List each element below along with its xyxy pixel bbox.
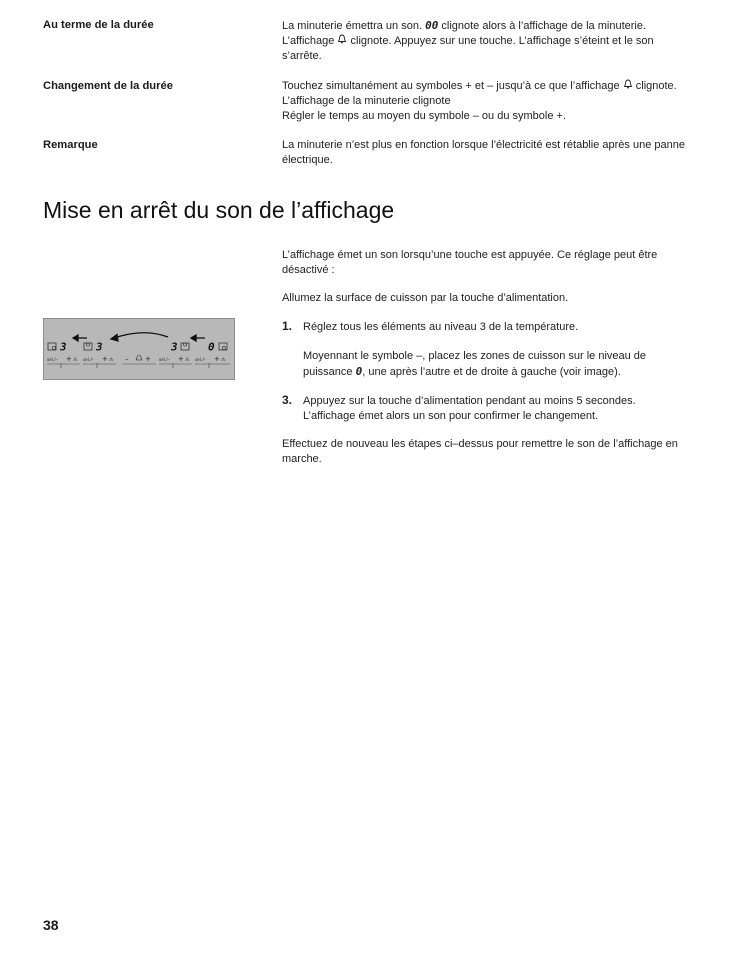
text-fragment: puissance bbox=[303, 366, 356, 378]
power-level-digit: 0 bbox=[355, 365, 363, 378]
step-text: Appuyez sur la touche d’alimentation pendant au moins 5 secondes. bbox=[303, 395, 636, 407]
zone-indicator-2 bbox=[84, 343, 92, 350]
curved-arrow-icon bbox=[111, 333, 168, 341]
zone-indicator-1 bbox=[48, 343, 56, 350]
text-fragment: clignote. Appuyez sur une touche. L’affichage s’éteint et le son bbox=[347, 35, 654, 47]
zone-symbol: ⁂ bbox=[73, 358, 78, 363]
text-line: marche. bbox=[282, 453, 322, 465]
row-label-remark: Remarque bbox=[43, 139, 98, 151]
text-line: s’arrête. bbox=[282, 50, 322, 62]
bell-icon bbox=[623, 79, 633, 92]
zone-indicator-3 bbox=[181, 343, 189, 350]
level-digit: 3 bbox=[60, 340, 67, 354]
plus-button[interactable]: + bbox=[214, 355, 220, 363]
row-text-change-duration bbox=[282, 79, 712, 124]
level-digit: 3 bbox=[171, 340, 178, 354]
select-minus-button[interactable]: sel./– bbox=[195, 357, 206, 362]
arrow-icon bbox=[191, 335, 205, 341]
text-fragment: Touchez simultanément au symboles + et – jusqu’à ce que l’affichage bbox=[282, 80, 623, 92]
timer-display-digits: 00 bbox=[425, 19, 439, 32]
select-minus-button[interactable]: sel./– bbox=[47, 357, 58, 362]
zone-controls-3 bbox=[159, 355, 192, 368]
plus-button[interactable]: + bbox=[178, 355, 184, 363]
level-digit: 3 bbox=[96, 340, 103, 354]
text-line: désactivé : bbox=[282, 264, 335, 276]
bell-icon bbox=[136, 355, 142, 360]
text-line: Effectuez de nouveau les étapes ci–dessus pour remettre le son de l’affichage en bbox=[282, 438, 678, 450]
row-text-end-of-duration bbox=[282, 18, 712, 64]
zone-controls-4 bbox=[195, 355, 230, 368]
text-fragment: clignote alors à l’affichage de la minuterie. bbox=[438, 20, 647, 32]
zone-controls-1 bbox=[47, 355, 80, 368]
text-fragment: , une après l’autre et de droite à gauche (voir image). bbox=[362, 366, 621, 378]
timer-controls bbox=[122, 355, 156, 364]
text-fragment: clignote. bbox=[632, 80, 677, 92]
zone-controls-2 bbox=[83, 355, 116, 368]
zone-symbol: ⁂ bbox=[185, 358, 190, 363]
zone-symbol: ⁂ bbox=[109, 358, 114, 363]
level-digit: 0 bbox=[208, 340, 215, 354]
text-line: L’affichage de la minuterie clignote bbox=[282, 95, 451, 107]
step-number: 1. bbox=[282, 319, 293, 333]
intro-instruction: Allumez la surface de cuisson par la touche d’alimentation. bbox=[282, 292, 569, 304]
plus-button[interactable]: + bbox=[102, 355, 108, 363]
plus-button[interactable]: + bbox=[66, 355, 72, 363]
row-label-end-of-duration: Au terme de la durée bbox=[43, 19, 154, 31]
step-1 bbox=[282, 320, 712, 335]
timer-plus-button[interactable]: + bbox=[145, 355, 151, 363]
step-text: Réglez tous les éléments au niveau 3 de la température. bbox=[303, 321, 579, 333]
timer-minus-button[interactable]: – bbox=[125, 355, 129, 363]
step-number: 3. bbox=[282, 393, 293, 407]
intro-paragraph bbox=[282, 248, 712, 278]
select-minus-button[interactable]: sel./– bbox=[159, 357, 170, 362]
zone-indicator-4 bbox=[219, 343, 227, 350]
cooktop-control-panel-illustration bbox=[43, 318, 235, 380]
zone-symbol: ⁂ bbox=[221, 358, 226, 363]
bell-icon bbox=[337, 34, 347, 47]
text-fragment: L’affichage bbox=[282, 35, 338, 47]
row-text-remark bbox=[282, 138, 712, 168]
section-title: Mise en arrêt du son de l’affichage bbox=[43, 197, 395, 223]
step-text: Moyennant le symbole –, placez les zones de cuisson sur le niveau de bbox=[303, 350, 647, 362]
step-text: L’affichage émet alors un son pour confirmer le changement. bbox=[303, 410, 599, 422]
text-line: L’affichage émet un son lorsqu’une touche est appuyée. Ce réglage peut être bbox=[282, 249, 658, 261]
arrow-icon bbox=[73, 335, 87, 341]
page-number: 38 bbox=[43, 917, 59, 933]
text-line: Régler le temps au moyen du symbole – ou du symbole +. bbox=[282, 110, 567, 122]
select-minus-button[interactable]: sel./– bbox=[83, 357, 94, 362]
panel-drawing bbox=[44, 319, 234, 379]
text-line: électrique. bbox=[282, 154, 333, 166]
text-fragment: La minuterie émettra un son. bbox=[282, 20, 426, 32]
step-3 bbox=[282, 394, 712, 424]
step-text bbox=[303, 364, 712, 380]
text-line: La minuterie n’est plus en fonction lorsque l’électricité est rétablie après une panne bbox=[282, 139, 685, 151]
row-label-change-duration: Changement de la durée bbox=[43, 80, 173, 92]
step-2 bbox=[282, 349, 712, 380]
outro-paragraph bbox=[282, 437, 712, 467]
